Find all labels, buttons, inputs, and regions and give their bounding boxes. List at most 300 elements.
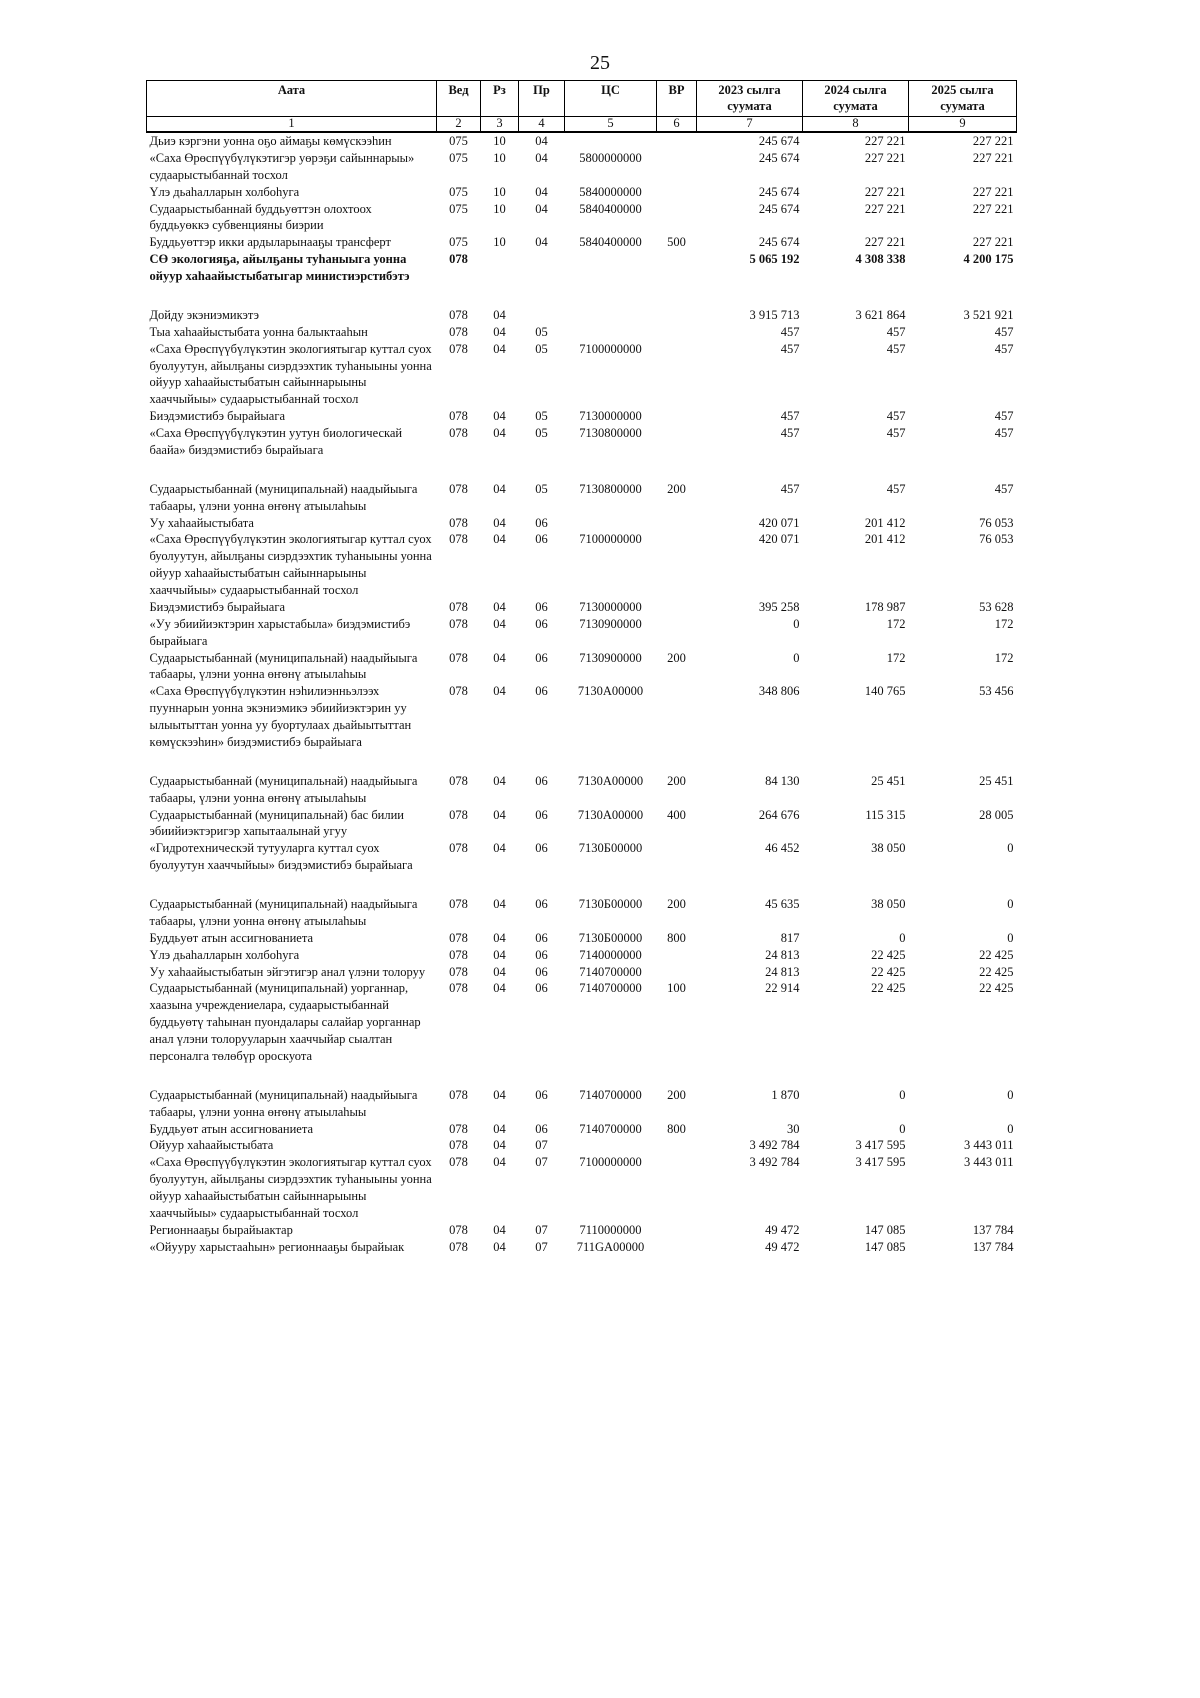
row-amount-2025: 3 521 921 <box>963 307 1014 322</box>
row-cs: 7100000000 <box>579 1155 642 1170</box>
row-name: Дойду экэниэмикэтэ <box>149 307 259 322</box>
row-amount-2023 <box>697 1065 803 1087</box>
row-amount-2024: 201 412 <box>864 532 906 547</box>
table-row <box>147 840 1017 874</box>
table-row <box>147 980 1017 1064</box>
row-amount-2024: 140 765 <box>864 684 906 699</box>
row-vr: 800 <box>667 930 686 945</box>
column-number: 5 <box>565 117 657 132</box>
table-row <box>147 425 1017 459</box>
row-name: Судаарыстыбаннай (муниципальнай) наадыйыыга табаары, үлэни уонна өҥөнү атыылаһыы <box>149 650 418 682</box>
row-pr: 07 <box>535 1239 548 1254</box>
row-name: «Саха Өрөспүүбүлүкэтигэр уөрэҕи сайыннарыы» судаарыстыбаннай тосхол <box>149 150 415 182</box>
row-vr <box>657 947 697 964</box>
row-ved: 075 <box>449 201 468 216</box>
row-vr: 800 <box>667 1121 686 1136</box>
row-vr <box>657 251 697 285</box>
row-vr <box>657 840 697 874</box>
row-vr <box>657 184 697 201</box>
row-rz: 04 <box>493 341 506 356</box>
row-ved: 078 <box>449 324 468 339</box>
row-amount-2024 <box>803 751 909 773</box>
row-vr: 200 <box>667 897 686 911</box>
row-ved: 078 <box>449 684 468 699</box>
header-cell: Пр <box>519 81 565 117</box>
row-name: Судаарыстыбаннай (муниципальнай) наадыйыыга табаары, үлэни уонна өҥөнү атыылаһыы <box>149 481 418 513</box>
row-amount-2025: 22 425 <box>979 964 1014 979</box>
row-amount-2025: 53 628 <box>979 599 1014 614</box>
row-amount-2025 <box>909 1065 1017 1087</box>
header-cell: 2025 сылга суумата <box>909 81 1017 117</box>
row-rz: 10 <box>493 184 506 199</box>
row-amount-2024: 172 <box>886 650 906 665</box>
row-amount-2024 <box>803 874 909 896</box>
row-cs <box>565 1065 657 1087</box>
row-vr <box>657 1222 697 1239</box>
row-pr: 05 <box>535 324 548 339</box>
row-amount-2025: 76 053 <box>979 532 1014 547</box>
row-amount-2025 <box>909 751 1017 773</box>
row-cs: 7100000000 <box>579 341 642 356</box>
header-cell: ВР <box>657 81 697 117</box>
row-name: «Саха Өрөспүүбүлүкэтин экологиятыгар куттал суох буолуутун, айылҕаны сиэрдээхтик туһаныыны уонна ойуур хаһаайыстыбатын сайыннарыыны хааччыйыы» судаарыстыбаннай тосхол <box>149 341 432 407</box>
row-amount-2023: 3 915 713 <box>749 307 800 322</box>
row-cs: 7130A00000 <box>577 807 644 822</box>
row-amount-2025: 0 <box>1007 930 1014 945</box>
spacer-row <box>147 874 1017 896</box>
header-cell: Вед <box>437 81 481 117</box>
row-amount-2024: 457 <box>886 426 906 440</box>
row-amount-2025: 22 425 <box>979 981 1014 996</box>
row-ved: 078 <box>449 897 468 911</box>
row-vr <box>657 341 697 409</box>
header-cell: 2023 сылга суумата <box>697 81 803 117</box>
row-name: Ойуур хаһаайыстыбата <box>149 1138 274 1153</box>
row-cs: 7130900000 <box>579 650 642 665</box>
row-cs <box>565 874 657 896</box>
row-rz: 04 <box>493 964 506 979</box>
row-amount-2023: 5 065 192 <box>749 252 800 267</box>
row-amount-2024: 457 <box>886 324 906 339</box>
row-amount-2023: 264 676 <box>758 807 800 822</box>
row-amount-2023: 84 130 <box>765 773 800 788</box>
row-cs: 7130A00000 <box>577 684 644 699</box>
spacer-row <box>147 751 1017 773</box>
row-cs: 711GA00000 <box>576 1239 645 1254</box>
row-amount-2023: 3 492 784 <box>749 1138 800 1153</box>
spacer-row <box>147 459 1017 481</box>
table-row <box>147 599 1017 616</box>
row-vr <box>657 1154 697 1222</box>
column-number: 6 <box>657 117 697 132</box>
row-amount-2023: 245 674 <box>758 134 800 148</box>
row-pr: 04 <box>535 150 548 165</box>
row-amount-2023: 24 813 <box>765 947 800 962</box>
row-pr <box>519 307 565 324</box>
row-amount-2025: 76 053 <box>979 515 1014 530</box>
column-number-row <box>147 117 1017 132</box>
row-ved: 078 <box>449 1239 468 1254</box>
row-vr <box>657 751 697 773</box>
row-name <box>147 874 437 896</box>
row-rz: 04 <box>493 841 506 856</box>
row-rz: 04 <box>493 616 506 631</box>
row-vr <box>657 132 697 150</box>
row-pr: 06 <box>535 841 548 856</box>
row-amount-2024: 227 221 <box>864 235 906 250</box>
row-vr <box>657 285 697 307</box>
row-amount-2025 <box>909 874 1017 896</box>
row-ved: 078 <box>449 807 468 822</box>
row-name: Судаарыстыбаннай (муниципальнай) наадыйыыга табаары, үлэни уонна өҥөнү атыылаһыы <box>149 773 418 805</box>
row-name: «Саха Өрөспүүбүлүкэтин нэһилиэнньэлээх пууннарын уонна экэниэмикэ эбиийиэктэрин уу ылыытыттан уонна уу буортулаах дьайыытыттан көмүскээһин» биэдэмистибэ бырайыага <box>149 684 412 749</box>
row-cs <box>565 251 657 285</box>
row-ved: 078 <box>449 307 468 322</box>
header-cell: Рз <box>481 81 519 117</box>
row-vr <box>657 1239 697 1256</box>
row-ved: 078 <box>449 650 468 665</box>
row-rz: 10 <box>493 201 506 216</box>
row-cs <box>565 751 657 773</box>
row-amount-2024: 115 315 <box>865 807 906 822</box>
row-name: Судаарыстыбаннай (муниципальнай) наадыйыыга табаары, үлэни уонна өҥөнү атыылаһыы <box>149 897 418 928</box>
table-row <box>147 324 1017 341</box>
row-pr: 04 <box>535 235 548 250</box>
row-cs: 5800000000 <box>579 150 642 165</box>
spacer-row <box>147 285 1017 307</box>
row-rz <box>481 285 519 307</box>
row-rz <box>481 251 519 285</box>
row-rz <box>481 751 519 773</box>
row-cs <box>565 307 657 324</box>
row-name: Үлэ дьаһалларын холбоһуга <box>149 947 300 962</box>
row-rz: 04 <box>493 930 506 945</box>
row-amount-2024: 38 050 <box>871 897 906 911</box>
row-name: Судаарыстыбаннай (муниципальнай) наадыйыыга табаары, үлэни уонна өҥөнү атыылаһыы <box>149 1087 418 1119</box>
row-ved: 078 <box>449 532 468 547</box>
row-cs: 5840400000 <box>579 201 642 216</box>
row-amount-2025: 0 <box>1007 1087 1014 1102</box>
row-cs: 7130800000 <box>579 481 642 496</box>
row-amount-2025: 227 221 <box>972 150 1014 165</box>
table-row <box>147 930 1017 947</box>
row-cs: 7140700000 <box>579 964 642 979</box>
row-rz: 04 <box>493 481 506 496</box>
row-amount-2023: 420 071 <box>758 515 800 530</box>
row-name <box>147 285 437 307</box>
row-ved: 075 <box>449 235 468 250</box>
row-rz: 10 <box>493 134 506 148</box>
row-rz: 04 <box>493 532 506 547</box>
row-ved: 078 <box>449 1138 468 1153</box>
row-amount-2024: 4 308 338 <box>855 252 906 267</box>
row-amount-2025 <box>909 285 1017 307</box>
row-cs: 7130000000 <box>579 599 642 614</box>
row-amount-2023: 245 674 <box>758 201 800 216</box>
row-amount-2024: 227 221 <box>864 134 906 148</box>
row-cs <box>565 285 657 307</box>
row-rz <box>481 459 519 481</box>
row-amount-2024: 457 <box>886 481 906 496</box>
row-rz: 04 <box>493 807 506 822</box>
row-amount-2024: 22 425 <box>871 947 906 962</box>
row-cs <box>565 515 657 532</box>
row-vr <box>657 1137 697 1154</box>
row-amount-2023: 348 806 <box>758 684 800 699</box>
row-cs: 7140700000 <box>579 1087 642 1102</box>
row-pr <box>519 285 565 307</box>
row-cs <box>565 1137 657 1154</box>
table-row <box>147 184 1017 201</box>
row-amount-2024: 227 221 <box>864 150 906 165</box>
row-amount-2025: 3 443 011 <box>963 1155 1014 1170</box>
row-amount-2023: 30 <box>787 1121 800 1136</box>
row-amount-2023: 457 <box>780 409 800 424</box>
table-row <box>147 807 1017 841</box>
table-row <box>147 201 1017 235</box>
table-row <box>147 531 1017 599</box>
row-pr: 06 <box>535 515 548 530</box>
row-vr: 400 <box>667 807 686 822</box>
row-vr: 200 <box>667 650 686 665</box>
row-cs: 7130000000 <box>579 409 642 424</box>
row-vr: 500 <box>667 235 686 250</box>
table-row <box>147 650 1017 684</box>
row-cs: 7140700000 <box>579 981 642 996</box>
row-pr: 05 <box>535 341 548 356</box>
row-rz: 10 <box>493 235 506 250</box>
row-ved: 078 <box>449 1155 468 1170</box>
row-amount-2024: 457 <box>886 409 906 424</box>
column-number: 7 <box>697 117 803 132</box>
row-vr <box>657 1065 697 1087</box>
row-vr: 200 <box>667 1087 686 1102</box>
row-pr: 05 <box>535 409 548 424</box>
row-amount-2023: 817 <box>780 930 800 945</box>
row-pr <box>519 1065 565 1087</box>
row-amount-2024: 147 085 <box>864 1239 906 1254</box>
row-amount-2024: 147 085 <box>864 1222 906 1237</box>
table-row <box>147 234 1017 251</box>
row-amount-2025: 0 <box>1007 897 1014 911</box>
table-row <box>147 683 1017 751</box>
row-amount-2025: 137 784 <box>972 1222 1014 1237</box>
row-pr: 06 <box>535 650 548 665</box>
row-pr: 05 <box>535 481 548 496</box>
row-amount-2025: 25 451 <box>979 773 1014 788</box>
row-amount-2023 <box>697 285 803 307</box>
row-amount-2024 <box>803 285 909 307</box>
row-rz: 04 <box>493 515 506 530</box>
row-pr <box>519 459 565 481</box>
table-row <box>147 251 1017 285</box>
row-ved: 078 <box>449 599 468 614</box>
row-rz: 04 <box>493 1155 506 1170</box>
row-amount-2025: 457 <box>994 426 1014 440</box>
row-ved <box>437 1065 481 1087</box>
row-name <box>147 459 437 481</box>
budget-table <box>146 80 1017 1256</box>
row-cs <box>565 459 657 481</box>
row-pr: 06 <box>535 981 548 996</box>
table-row <box>147 515 1017 532</box>
table-row <box>147 1222 1017 1239</box>
table-row <box>147 341 1017 409</box>
row-amount-2023: 24 813 <box>765 964 800 979</box>
row-name: Дьиэ кэргэни уонна оҕо аймаҕы көмүскээһин <box>149 134 392 148</box>
row-amount-2025: 227 221 <box>972 201 1014 216</box>
row-amount-2023: 1 870 <box>771 1087 800 1102</box>
row-amount-2023: 3 492 784 <box>749 1155 800 1170</box>
row-amount-2025: 227 221 <box>972 235 1014 250</box>
row-amount-2023: 395 258 <box>758 599 800 614</box>
row-rz: 04 <box>493 1121 506 1136</box>
row-amount-2024: 227 221 <box>864 201 906 216</box>
row-amount-2024: 38 050 <box>871 841 906 856</box>
row-cs <box>565 324 657 341</box>
header-cell: ЦС <box>565 81 657 117</box>
row-amount-2024 <box>803 459 909 481</box>
row-ved: 075 <box>449 150 468 165</box>
row-pr: 06 <box>535 1121 548 1136</box>
row-amount-2025: 227 221 <box>972 134 1014 148</box>
row-ved: 078 <box>449 841 468 856</box>
table-row <box>147 964 1017 981</box>
row-name: Үлэ дьаһалларын холбоһуга <box>149 184 300 199</box>
row-amount-2024: 0 <box>899 1087 906 1102</box>
column-number: 1 <box>147 117 437 132</box>
table-row <box>147 150 1017 184</box>
row-cs: 7130Б00000 <box>578 930 643 945</box>
row-amount-2024: 3 621 864 <box>855 307 906 322</box>
row-name: Буддьуөттэр икки ардыларынааҕы трансферт <box>149 235 391 250</box>
row-pr: 06 <box>535 1087 548 1102</box>
row-amount-2025: 457 <box>994 481 1014 496</box>
row-amount-2023: 22 914 <box>765 981 800 996</box>
row-amount-2023: 245 674 <box>758 184 800 199</box>
row-amount-2023 <box>697 874 803 896</box>
table-row <box>147 132 1017 150</box>
row-amount-2023: 0 <box>793 616 800 631</box>
row-rz: 04 <box>493 324 506 339</box>
row-ved: 078 <box>449 773 468 788</box>
row-amount-2024: 457 <box>886 341 906 356</box>
row-amount-2024: 201 412 <box>864 515 906 530</box>
row-amount-2025: 3 443 011 <box>963 1138 1014 1153</box>
row-vr: 200 <box>667 481 686 496</box>
column-number: 3 <box>481 117 519 132</box>
row-name: Судаарыстыбаннай (муниципальнай) бас билии эбиийиэктэригэр хапытаалынай угуу <box>149 807 404 839</box>
row-vr <box>657 425 697 459</box>
row-rz: 04 <box>493 1222 506 1237</box>
row-cs: 5840000000 <box>579 184 642 199</box>
row-rz: 04 <box>493 307 506 322</box>
row-ved: 078 <box>449 616 468 631</box>
row-name: Регионнааҕы бырайыактар <box>149 1222 293 1237</box>
row-amount-2023: 457 <box>780 481 800 496</box>
row-amount-2023: 420 071 <box>758 532 800 547</box>
row-pr <box>519 874 565 896</box>
row-ved: 078 <box>449 252 468 267</box>
row-amount-2025: 457 <box>994 409 1014 424</box>
row-vr <box>657 964 697 981</box>
row-amount-2025: 457 <box>994 341 1014 356</box>
row-amount-2023: 45 635 <box>765 897 800 911</box>
row-cs: 7130800000 <box>579 426 642 440</box>
row-name: Тыа хаһаайыстыбата уонна балыктааһын <box>149 324 368 339</box>
row-name: Уу хаһаайыстыбата <box>149 515 254 530</box>
row-cs: 7130A00000 <box>577 773 644 788</box>
row-vr <box>657 616 697 650</box>
row-pr: 07 <box>535 1138 548 1153</box>
table-row <box>147 307 1017 324</box>
row-vr: 200 <box>667 773 686 788</box>
row-ved: 078 <box>449 930 468 945</box>
row-vr <box>657 599 697 616</box>
table-row <box>147 481 1017 515</box>
row-rz: 04 <box>493 947 506 962</box>
row-amount-2025: 22 425 <box>979 947 1014 962</box>
row-amount-2023: 0 <box>793 650 800 665</box>
row-vr <box>657 324 697 341</box>
row-pr: 06 <box>535 930 548 945</box>
row-rz: 04 <box>493 981 506 996</box>
row-amount-2023 <box>697 459 803 481</box>
row-name <box>147 1065 437 1087</box>
row-pr: 07 <box>535 1222 548 1237</box>
row-amount-2024: 172 <box>886 616 906 631</box>
row-amount-2024: 0 <box>899 930 906 945</box>
row-amount-2023: 245 674 <box>758 235 800 250</box>
row-name: Биэдэмистибэ бырайыага <box>149 599 286 614</box>
row-vr <box>657 150 697 184</box>
header-row <box>147 81 1017 117</box>
row-ved <box>437 751 481 773</box>
row-amount-2024: 0 <box>899 1121 906 1136</box>
row-amount-2025: 137 784 <box>972 1239 1014 1254</box>
row-pr <box>519 751 565 773</box>
row-rz: 04 <box>493 1239 506 1254</box>
row-amount-2023: 49 472 <box>765 1222 800 1237</box>
row-vr <box>657 408 697 425</box>
row-rz: 04 <box>493 684 506 699</box>
table-row <box>147 947 1017 964</box>
row-cs: 7110000000 <box>579 1222 642 1237</box>
row-vr <box>657 531 697 599</box>
row-name <box>147 751 437 773</box>
row-ved: 075 <box>449 134 468 148</box>
row-vr: 100 <box>667 981 686 996</box>
row-amount-2023: 245 674 <box>758 150 800 165</box>
row-pr: 07 <box>535 1155 548 1170</box>
row-amount-2024: 3 417 595 <box>855 1138 906 1153</box>
row-amount-2025: 4 200 175 <box>963 252 1014 267</box>
row-name: Судаарыстыбаннай буддьуөттэн олохтоох буддьуөккэ субвенцияны биэрии <box>149 201 372 233</box>
row-pr: 06 <box>535 599 548 614</box>
row-ved: 078 <box>449 1222 468 1237</box>
table-row <box>147 408 1017 425</box>
row-name: «Саха Өрөспүүбүлүкэтин экологиятыгар куттал суох буолуутун, айылҕаны сиэрдээхтик туһаныыны уонна ойуур хаһаайыстыбатын сайыннарыыны хааччыйыы» судаарыстыбаннай тосхол <box>149 532 432 597</box>
row-rz: 10 <box>493 150 506 165</box>
row-amount-2025: 457 <box>994 324 1014 339</box>
table-row <box>147 1239 1017 1256</box>
row-pr: 04 <box>535 201 548 216</box>
row-pr <box>519 251 565 285</box>
row-amount-2025 <box>909 459 1017 481</box>
column-number: 8 <box>803 117 909 132</box>
row-ved: 078 <box>449 481 468 496</box>
row-name: СӨ экологияҕа, айылҕаны туһаныыга уонна ойуур хаһаайыстыбатыгар министиэрстибэтэ <box>149 252 410 283</box>
